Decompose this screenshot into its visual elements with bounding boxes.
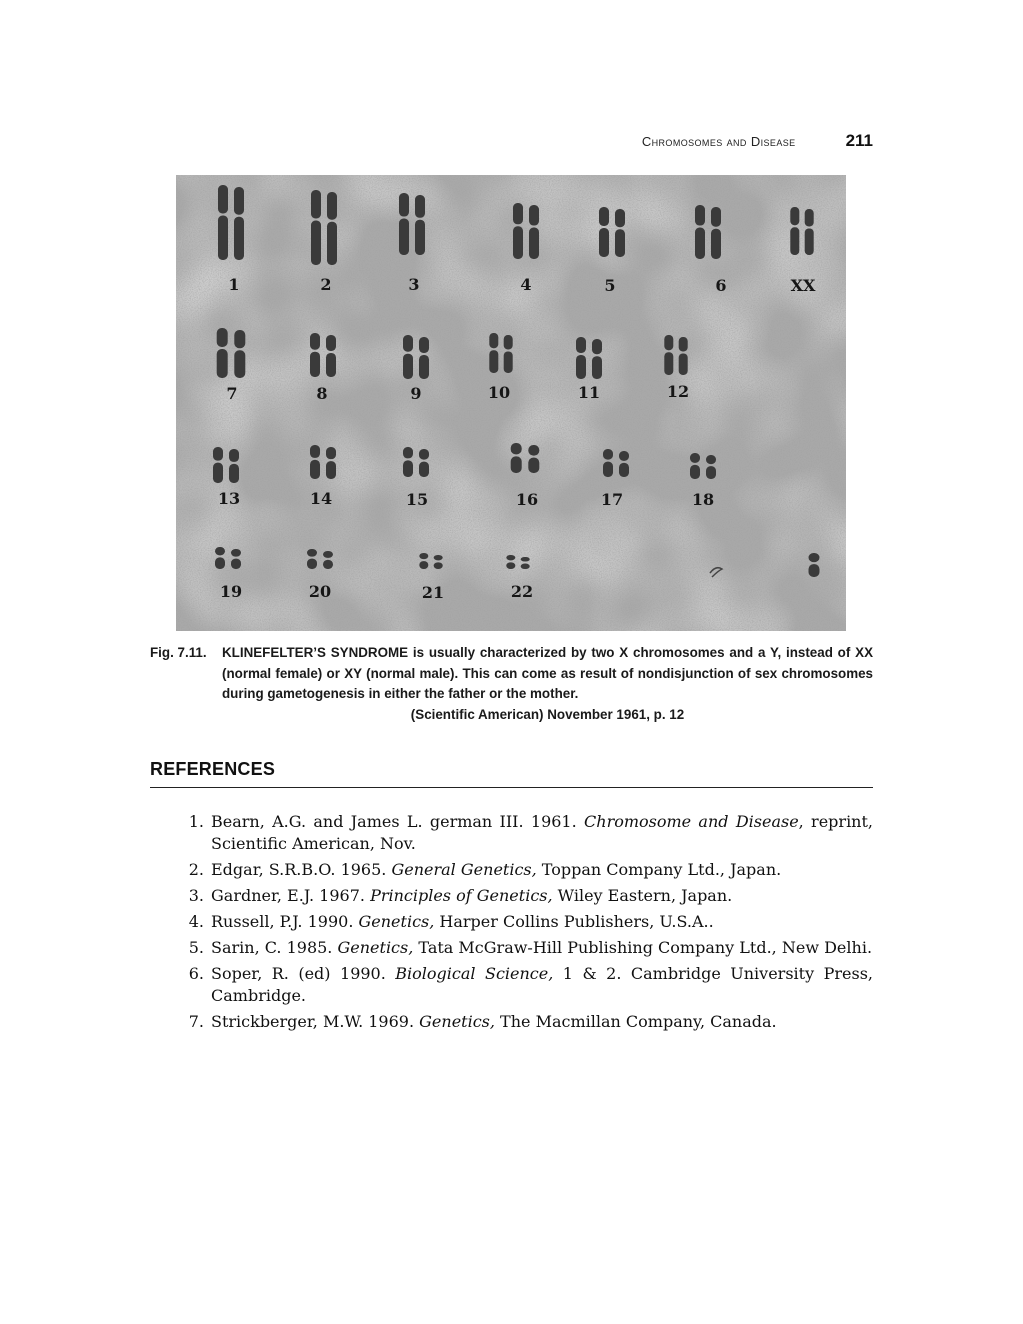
chromosome bbox=[679, 337, 688, 375]
reference-title: Genetics, bbox=[337, 938, 414, 957]
chromosome-label: 21 bbox=[421, 583, 445, 602]
page-number: 211 bbox=[845, 131, 873, 150]
chromosome bbox=[489, 333, 498, 373]
reference-author-year: Russell, P.J. 1990. bbox=[211, 912, 354, 931]
chromosome bbox=[529, 205, 539, 259]
chromosome bbox=[599, 207, 609, 257]
chromosome bbox=[399, 193, 409, 255]
chromosome-label: 19 bbox=[219, 582, 243, 601]
reference-number: 6. bbox=[188, 964, 204, 983]
chromosome-label: 22 bbox=[510, 582, 534, 601]
running-title: Chromosomes and Disease bbox=[641, 134, 796, 149]
reference-author-year: Edgar, S.R.B.O. 1965. bbox=[211, 860, 387, 879]
chromosome bbox=[528, 445, 539, 473]
chromosome bbox=[513, 203, 523, 259]
reference-publisher: Tata McGraw-Hill Publishing Company Ltd., New Delhi. bbox=[413, 938, 873, 957]
reference-item bbox=[180, 937, 873, 959]
reference-number: 3. bbox=[188, 886, 204, 905]
caption-figure-number: Fig. 7.11. bbox=[150, 645, 207, 660]
chromosome bbox=[695, 205, 705, 259]
reference-author-year: Bearn, A.G. and James L. german III. 1961. bbox=[211, 812, 577, 831]
reference-publisher: Toppan Company Ltd., Japan. bbox=[536, 860, 782, 879]
chromosome-label: 8 bbox=[316, 384, 328, 403]
reference-item bbox=[180, 963, 873, 1007]
figure-caption bbox=[150, 643, 873, 725]
chromosome-label: 1 bbox=[228, 275, 240, 294]
chromosome-label: 18 bbox=[691, 490, 715, 509]
chromosome bbox=[403, 335, 413, 379]
chromosome bbox=[615, 209, 625, 257]
chromosome bbox=[218, 185, 228, 260]
reference-author-year: Strickberger, M.W. 1969. bbox=[211, 1012, 415, 1031]
reference-title: Biological Science, bbox=[395, 964, 554, 983]
reference-item bbox=[180, 911, 873, 933]
caption-text: KLINEFELTER’S SYNDROME is usually characterized by two X chromosomes and a Y, instead of XX (normal female) or XY (normal male). This can come as result of nondisjunction of sex chromosomes during gametogenesis in either the father or the mother. bbox=[222, 645, 873, 701]
chromosome-label: 15 bbox=[405, 490, 429, 509]
reference-item bbox=[180, 885, 873, 907]
running-head bbox=[560, 131, 873, 153]
chromosome-label: 7 bbox=[226, 384, 238, 403]
chromosome-label: 11 bbox=[577, 383, 601, 402]
reference-title: Genetics, bbox=[419, 1012, 495, 1031]
reference-author-year: Sarin, C. 1985. bbox=[211, 938, 333, 957]
chromosome-label: 16 bbox=[515, 490, 539, 509]
chromosome bbox=[511, 443, 522, 473]
chromosome bbox=[419, 337, 429, 379]
chromosome bbox=[310, 445, 320, 479]
chromosome bbox=[403, 447, 413, 477]
chromosome-label: 6 bbox=[715, 276, 727, 295]
chromosome bbox=[213, 447, 223, 483]
reference-title: Genetics, bbox=[358, 912, 435, 931]
chromosome-label: 9 bbox=[410, 384, 422, 403]
chromosome bbox=[217, 328, 228, 378]
references-heading: REFERENCES bbox=[150, 759, 873, 788]
chromosome-label: 4 bbox=[520, 275, 532, 294]
reference-title: General Genetics, bbox=[391, 860, 537, 879]
reference-item bbox=[180, 1011, 873, 1033]
chromosome bbox=[234, 187, 244, 260]
chromosome bbox=[327, 192, 337, 265]
reference-title: Principles of Genetics, bbox=[370, 886, 553, 905]
chromosome bbox=[311, 190, 321, 265]
chromosome bbox=[805, 209, 814, 255]
karyotype-image bbox=[176, 175, 846, 631]
reference-number: 2. bbox=[188, 860, 204, 879]
reference-publisher: Wiley Eastern, Japan. bbox=[552, 886, 733, 905]
caption-source: (Scientific American) November 1961, p. 12 bbox=[410, 706, 685, 722]
reference-publisher: The Macmillan Company, Canada. bbox=[494, 1012, 777, 1031]
chromosome-label: 10 bbox=[487, 383, 511, 402]
reference-number: 5. bbox=[188, 938, 204, 957]
chromosome bbox=[504, 335, 513, 373]
references-list bbox=[180, 811, 873, 1037]
reference-number: 1. bbox=[188, 812, 204, 831]
reference-number: 7. bbox=[188, 1012, 204, 1031]
chromosome bbox=[415, 195, 425, 255]
reference-author-year: Gardner, E.J. 1967. bbox=[211, 886, 365, 905]
chromosome bbox=[234, 330, 245, 378]
chromosome-label: 20 bbox=[308, 582, 332, 601]
reference-publisher: Harper Collins Publishers, U.S.A.. bbox=[434, 912, 714, 931]
reference-publisher: 1 & 2. Cambridge University Press, Cambridge. bbox=[211, 964, 873, 1005]
chromosome bbox=[326, 447, 336, 479]
chromosome bbox=[229, 449, 239, 483]
chromosome-label: 2 bbox=[320, 275, 332, 294]
chromosome bbox=[310, 333, 320, 377]
chromosome bbox=[592, 339, 602, 379]
reference-author-year: Soper, R. (ed) 1990. bbox=[211, 964, 386, 983]
reference-publisher: , reprint, Scientific American, Nov. bbox=[211, 812, 874, 853]
chromosome bbox=[326, 335, 336, 377]
chromosome bbox=[419, 449, 429, 477]
reference-title: Chromosome and Disease bbox=[584, 812, 799, 831]
chromosome bbox=[790, 207, 799, 255]
chromosome bbox=[711, 207, 721, 259]
reference-number: 4. bbox=[188, 912, 204, 931]
chromosome bbox=[664, 335, 673, 375]
chromosome-label: 14 bbox=[309, 489, 333, 508]
reference-item bbox=[180, 859, 873, 881]
chromosome-label: 12 bbox=[666, 382, 690, 401]
chromosome-label: 17 bbox=[600, 490, 624, 509]
chromosome bbox=[576, 337, 586, 379]
karyotype-figure bbox=[176, 175, 846, 631]
chromosome-label: XX bbox=[790, 276, 816, 295]
chromosome-label: 3 bbox=[408, 275, 420, 294]
chromosome-label: 13 bbox=[217, 489, 241, 508]
chromosome-label: 5 bbox=[604, 276, 616, 295]
reference-item bbox=[180, 811, 873, 855]
chromosome bbox=[603, 449, 613, 477]
